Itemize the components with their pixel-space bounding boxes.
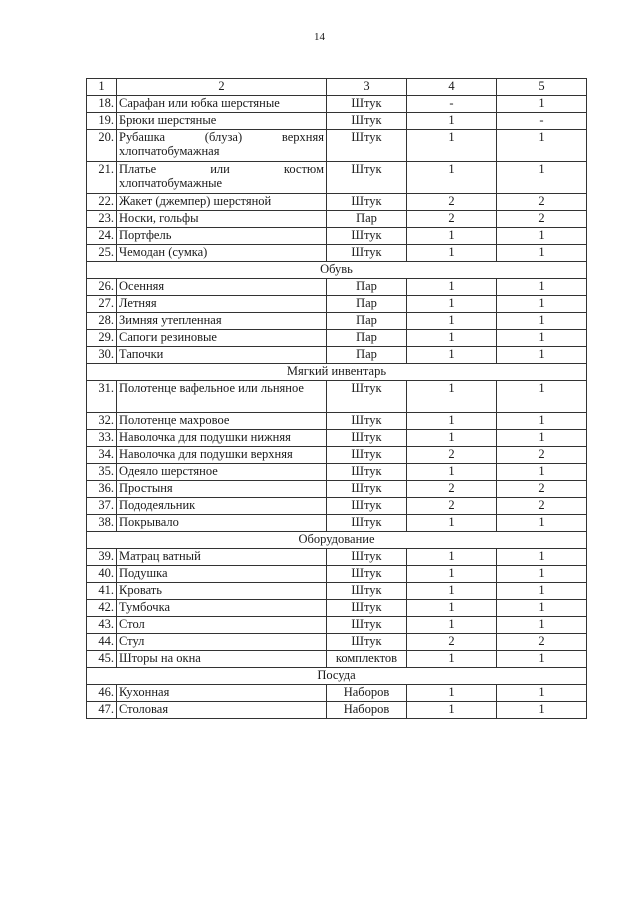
- item-name-cell: Тумбочка: [117, 600, 327, 617]
- quantity-col4-cell: 2: [407, 498, 497, 515]
- quantity-col5-cell: 1: [497, 515, 587, 532]
- item-name-cell: Пододеяльник: [117, 498, 327, 515]
- table-row: [87, 245, 587, 262]
- quantity-col4-cell: 1: [407, 347, 497, 364]
- quantity-col4-cell: 1: [407, 381, 497, 413]
- item-name-cell: Тапочки: [117, 347, 327, 364]
- quantity-col5-cell: 2: [497, 211, 587, 228]
- row-number-cell: 27.: [87, 296, 117, 313]
- table-row: [87, 651, 587, 668]
- quantity-col5-cell: 1: [497, 617, 587, 634]
- header-cell-5: 5: [497, 79, 587, 96]
- item-name-cell: Стол: [117, 617, 327, 634]
- unit-cell: Пар: [327, 313, 407, 330]
- table-row: [87, 162, 587, 194]
- quantity-col4-cell: 2: [407, 634, 497, 651]
- unit-cell: Штук: [327, 130, 407, 162]
- row-number-cell: 34.: [87, 447, 117, 464]
- table-row: [87, 617, 587, 634]
- quantity-col4-cell: 1: [407, 600, 497, 617]
- item-name-cell: Сарафан или юбка шерстяные: [117, 96, 327, 113]
- quantity-col4-cell: 2: [407, 211, 497, 228]
- quantity-col5-cell: 1: [497, 651, 587, 668]
- quantity-col4-cell: 1: [407, 617, 497, 634]
- table-row: [87, 447, 587, 464]
- row-number-cell: 20.: [87, 130, 117, 162]
- unit-cell: Штук: [327, 515, 407, 532]
- quantity-col5-cell: 1: [497, 430, 587, 447]
- row-number-cell: 26.: [87, 279, 117, 296]
- item-name-cell: Подушка: [117, 566, 327, 583]
- item-name-cell: Жакет (джемпер) шерстяной: [117, 194, 327, 211]
- table-row: [87, 549, 587, 566]
- unit-cell: Штук: [327, 549, 407, 566]
- table-row: [87, 211, 587, 228]
- row-number-cell: 42.: [87, 600, 117, 617]
- unit-cell: Наборов: [327, 685, 407, 702]
- unit-cell: Штук: [327, 617, 407, 634]
- section-header-row: [87, 364, 587, 381]
- unit-cell: Пар: [327, 296, 407, 313]
- unit-cell: Штук: [327, 600, 407, 617]
- unit-cell: Штук: [327, 113, 407, 130]
- row-number-cell: 32.: [87, 413, 117, 430]
- row-number-cell: 22.: [87, 194, 117, 211]
- quantity-col5-cell: 1: [497, 583, 587, 600]
- item-name-cell: Наволочка для подушки верхняя: [117, 447, 327, 464]
- unit-cell: комплектов: [327, 651, 407, 668]
- quantity-col5-cell: 2: [497, 447, 587, 464]
- quantity-col4-cell: -: [407, 96, 497, 113]
- quantity-col5-cell: 1: [497, 162, 587, 194]
- quantity-col5-cell: 1: [497, 330, 587, 347]
- row-number-cell: 29.: [87, 330, 117, 347]
- quantity-col4-cell: 1: [407, 583, 497, 600]
- header-cell-4: 4: [407, 79, 497, 96]
- unit-cell: Штук: [327, 194, 407, 211]
- unit-cell: Штук: [327, 430, 407, 447]
- quantity-col4-cell: 1: [407, 651, 497, 668]
- item-name-cell: Полотенце махровое: [117, 413, 327, 430]
- item-name-cell: Кровать: [117, 583, 327, 600]
- quantity-col5-cell: 1: [497, 296, 587, 313]
- quantity-col5-cell: -: [497, 113, 587, 130]
- quantity-col5-cell: 1: [497, 413, 587, 430]
- row-number-cell: 31.: [87, 381, 117, 413]
- quantity-col5-cell: 1: [497, 245, 587, 262]
- table-row: [87, 296, 587, 313]
- table-body: [87, 96, 587, 719]
- item-name-cell: Простыня: [117, 481, 327, 498]
- quantity-col4-cell: 1: [407, 702, 497, 719]
- table-row: [87, 583, 587, 600]
- table-row: [87, 702, 587, 719]
- unit-cell: Пар: [327, 279, 407, 296]
- unit-cell: Штук: [327, 413, 407, 430]
- quantity-col4-cell: 2: [407, 447, 497, 464]
- header-cell-1: 1: [87, 79, 117, 96]
- item-name-cell: Летняя: [117, 296, 327, 313]
- quantity-col4-cell: 1: [407, 430, 497, 447]
- table-row: [87, 413, 587, 430]
- quantity-col4-cell: 1: [407, 296, 497, 313]
- item-name-cell: Зимняя утепленная: [117, 313, 327, 330]
- unit-cell: Наборов: [327, 702, 407, 719]
- table-row: [87, 515, 587, 532]
- quantity-col4-cell: 2: [407, 481, 497, 498]
- item-name-cell: Покрывало: [117, 515, 327, 532]
- table-row: [87, 481, 587, 498]
- row-number-cell: 28.: [87, 313, 117, 330]
- item-name-cell: Кухонная: [117, 685, 327, 702]
- unit-cell: Пар: [327, 330, 407, 347]
- quantity-col5-cell: 1: [497, 685, 587, 702]
- item-name-cell: Носки, гольфы: [117, 211, 327, 228]
- quantity-col5-cell: 1: [497, 566, 587, 583]
- supply-norms-table: [86, 78, 587, 719]
- row-number-cell: 45.: [87, 651, 117, 668]
- item-name-cell: Матрац ватный: [117, 549, 327, 566]
- unit-cell: Штук: [327, 481, 407, 498]
- quantity-col5-cell: 1: [497, 96, 587, 113]
- table-row: [87, 313, 587, 330]
- quantity-col4-cell: 1: [407, 113, 497, 130]
- item-name-cell: Брюки шерстяные: [117, 113, 327, 130]
- unit-cell: Штук: [327, 583, 407, 600]
- unit-cell: Штук: [327, 245, 407, 262]
- section-title: Обувь: [87, 262, 587, 279]
- row-number-cell: 30.: [87, 347, 117, 364]
- item-name-cell: Рубашка (блуза) верхняя хлопчатобумажная: [117, 130, 327, 162]
- table-row: [87, 600, 587, 617]
- table-row: [87, 430, 587, 447]
- section-header-row: [87, 532, 587, 549]
- row-number-cell: 24.: [87, 228, 117, 245]
- table-row: [87, 130, 587, 162]
- row-number-cell: 41.: [87, 583, 117, 600]
- item-name-cell: Платье или костюм хлопчатобумажные: [117, 162, 327, 194]
- item-name-cell: Портфель: [117, 228, 327, 245]
- quantity-col4-cell: 1: [407, 313, 497, 330]
- row-number-cell: 35.: [87, 464, 117, 481]
- table-row: [87, 634, 587, 651]
- quantity-col4-cell: 1: [407, 245, 497, 262]
- quantity-col4-cell: 1: [407, 130, 497, 162]
- item-name-cell: Столовая: [117, 702, 327, 719]
- row-number-cell: 25.: [87, 245, 117, 262]
- section-title: Мягкий инвентарь: [87, 364, 587, 381]
- header-cell-3: 3: [327, 79, 407, 96]
- quantity-col5-cell: 2: [497, 634, 587, 651]
- row-number-cell: 38.: [87, 515, 117, 532]
- table-row: [87, 347, 587, 364]
- quantity-col5-cell: 1: [497, 381, 587, 413]
- quantity-col5-cell: 1: [497, 313, 587, 330]
- section-title: Оборудование: [87, 532, 587, 549]
- quantity-col5-cell: 2: [497, 194, 587, 211]
- item-name-cell: Одеяло шерстяное: [117, 464, 327, 481]
- row-number-cell: 46.: [87, 685, 117, 702]
- item-name-cell: Сапоги резиновые: [117, 330, 327, 347]
- unit-cell: Пар: [327, 211, 407, 228]
- row-number-cell: 33.: [87, 430, 117, 447]
- unit-cell: Пар: [327, 347, 407, 364]
- quantity-col4-cell: 1: [407, 515, 497, 532]
- table-row: [87, 96, 587, 113]
- table-row: [87, 381, 587, 413]
- quantity-col4-cell: 1: [407, 685, 497, 702]
- quantity-col5-cell: 1: [497, 600, 587, 617]
- quantity-col4-cell: 2: [407, 194, 497, 211]
- row-number-cell: 44.: [87, 634, 117, 651]
- section-header-row: [87, 668, 587, 685]
- item-name-cell: Полотенце вафельное или льняное: [117, 381, 327, 413]
- quantity-col5-cell: 1: [497, 347, 587, 364]
- quantity-col4-cell: 1: [407, 162, 497, 194]
- table-row: [87, 279, 587, 296]
- table-row: [87, 566, 587, 583]
- row-number-cell: 21.: [87, 162, 117, 194]
- row-number-cell: 40.: [87, 566, 117, 583]
- quantity-col5-cell: 1: [497, 549, 587, 566]
- unit-cell: Штук: [327, 96, 407, 113]
- quantity-col5-cell: 2: [497, 481, 587, 498]
- quantity-col4-cell: 1: [407, 566, 497, 583]
- row-number-cell: 37.: [87, 498, 117, 515]
- quantity-col4-cell: 1: [407, 549, 497, 566]
- table-row: [87, 194, 587, 211]
- unit-cell: Штук: [327, 634, 407, 651]
- unit-cell: Штук: [327, 228, 407, 245]
- quantity-col4-cell: 1: [407, 464, 497, 481]
- table-row: [87, 464, 587, 481]
- quantity-col4-cell: 1: [407, 228, 497, 245]
- row-number-cell: 19.: [87, 113, 117, 130]
- unit-cell: Штук: [327, 464, 407, 481]
- quantity-col5-cell: 1: [497, 228, 587, 245]
- item-name-cell: Шторы на окна: [117, 651, 327, 668]
- row-number-cell: 18.: [87, 96, 117, 113]
- item-name-cell: Стул: [117, 634, 327, 651]
- row-number-cell: 47.: [87, 702, 117, 719]
- header-cell-2: 2: [117, 79, 327, 96]
- table-row: [87, 498, 587, 515]
- row-number-cell: 39.: [87, 549, 117, 566]
- page-number: 14: [314, 31, 325, 43]
- table-row: [87, 685, 587, 702]
- header-row: [87, 79, 587, 96]
- quantity-col5-cell: 1: [497, 702, 587, 719]
- unit-cell: Штук: [327, 381, 407, 413]
- row-number-cell: 23.: [87, 211, 117, 228]
- quantity-col5-cell: 2: [497, 498, 587, 515]
- quantity-col5-cell: 1: [497, 130, 587, 162]
- row-number-cell: 36.: [87, 481, 117, 498]
- section-header-row: [87, 262, 587, 279]
- unit-cell: Штук: [327, 566, 407, 583]
- row-number-cell: 43.: [87, 617, 117, 634]
- quantity-col5-cell: 1: [497, 464, 587, 481]
- unit-cell: Штук: [327, 447, 407, 464]
- quantity-col5-cell: 1: [497, 279, 587, 296]
- quantity-col4-cell: 1: [407, 413, 497, 430]
- section-title: Посуда: [87, 668, 587, 685]
- quantity-col4-cell: 1: [407, 330, 497, 347]
- item-name-cell: Чемодан (сумка): [117, 245, 327, 262]
- unit-cell: Штук: [327, 498, 407, 515]
- table-row: [87, 113, 587, 130]
- item-name-cell: Наволочка для подушки нижняя: [117, 430, 327, 447]
- table-row: [87, 330, 587, 347]
- quantity-col4-cell: 1: [407, 279, 497, 296]
- item-name-cell: Осенняя: [117, 279, 327, 296]
- table-row: [87, 228, 587, 245]
- unit-cell: Штук: [327, 162, 407, 194]
